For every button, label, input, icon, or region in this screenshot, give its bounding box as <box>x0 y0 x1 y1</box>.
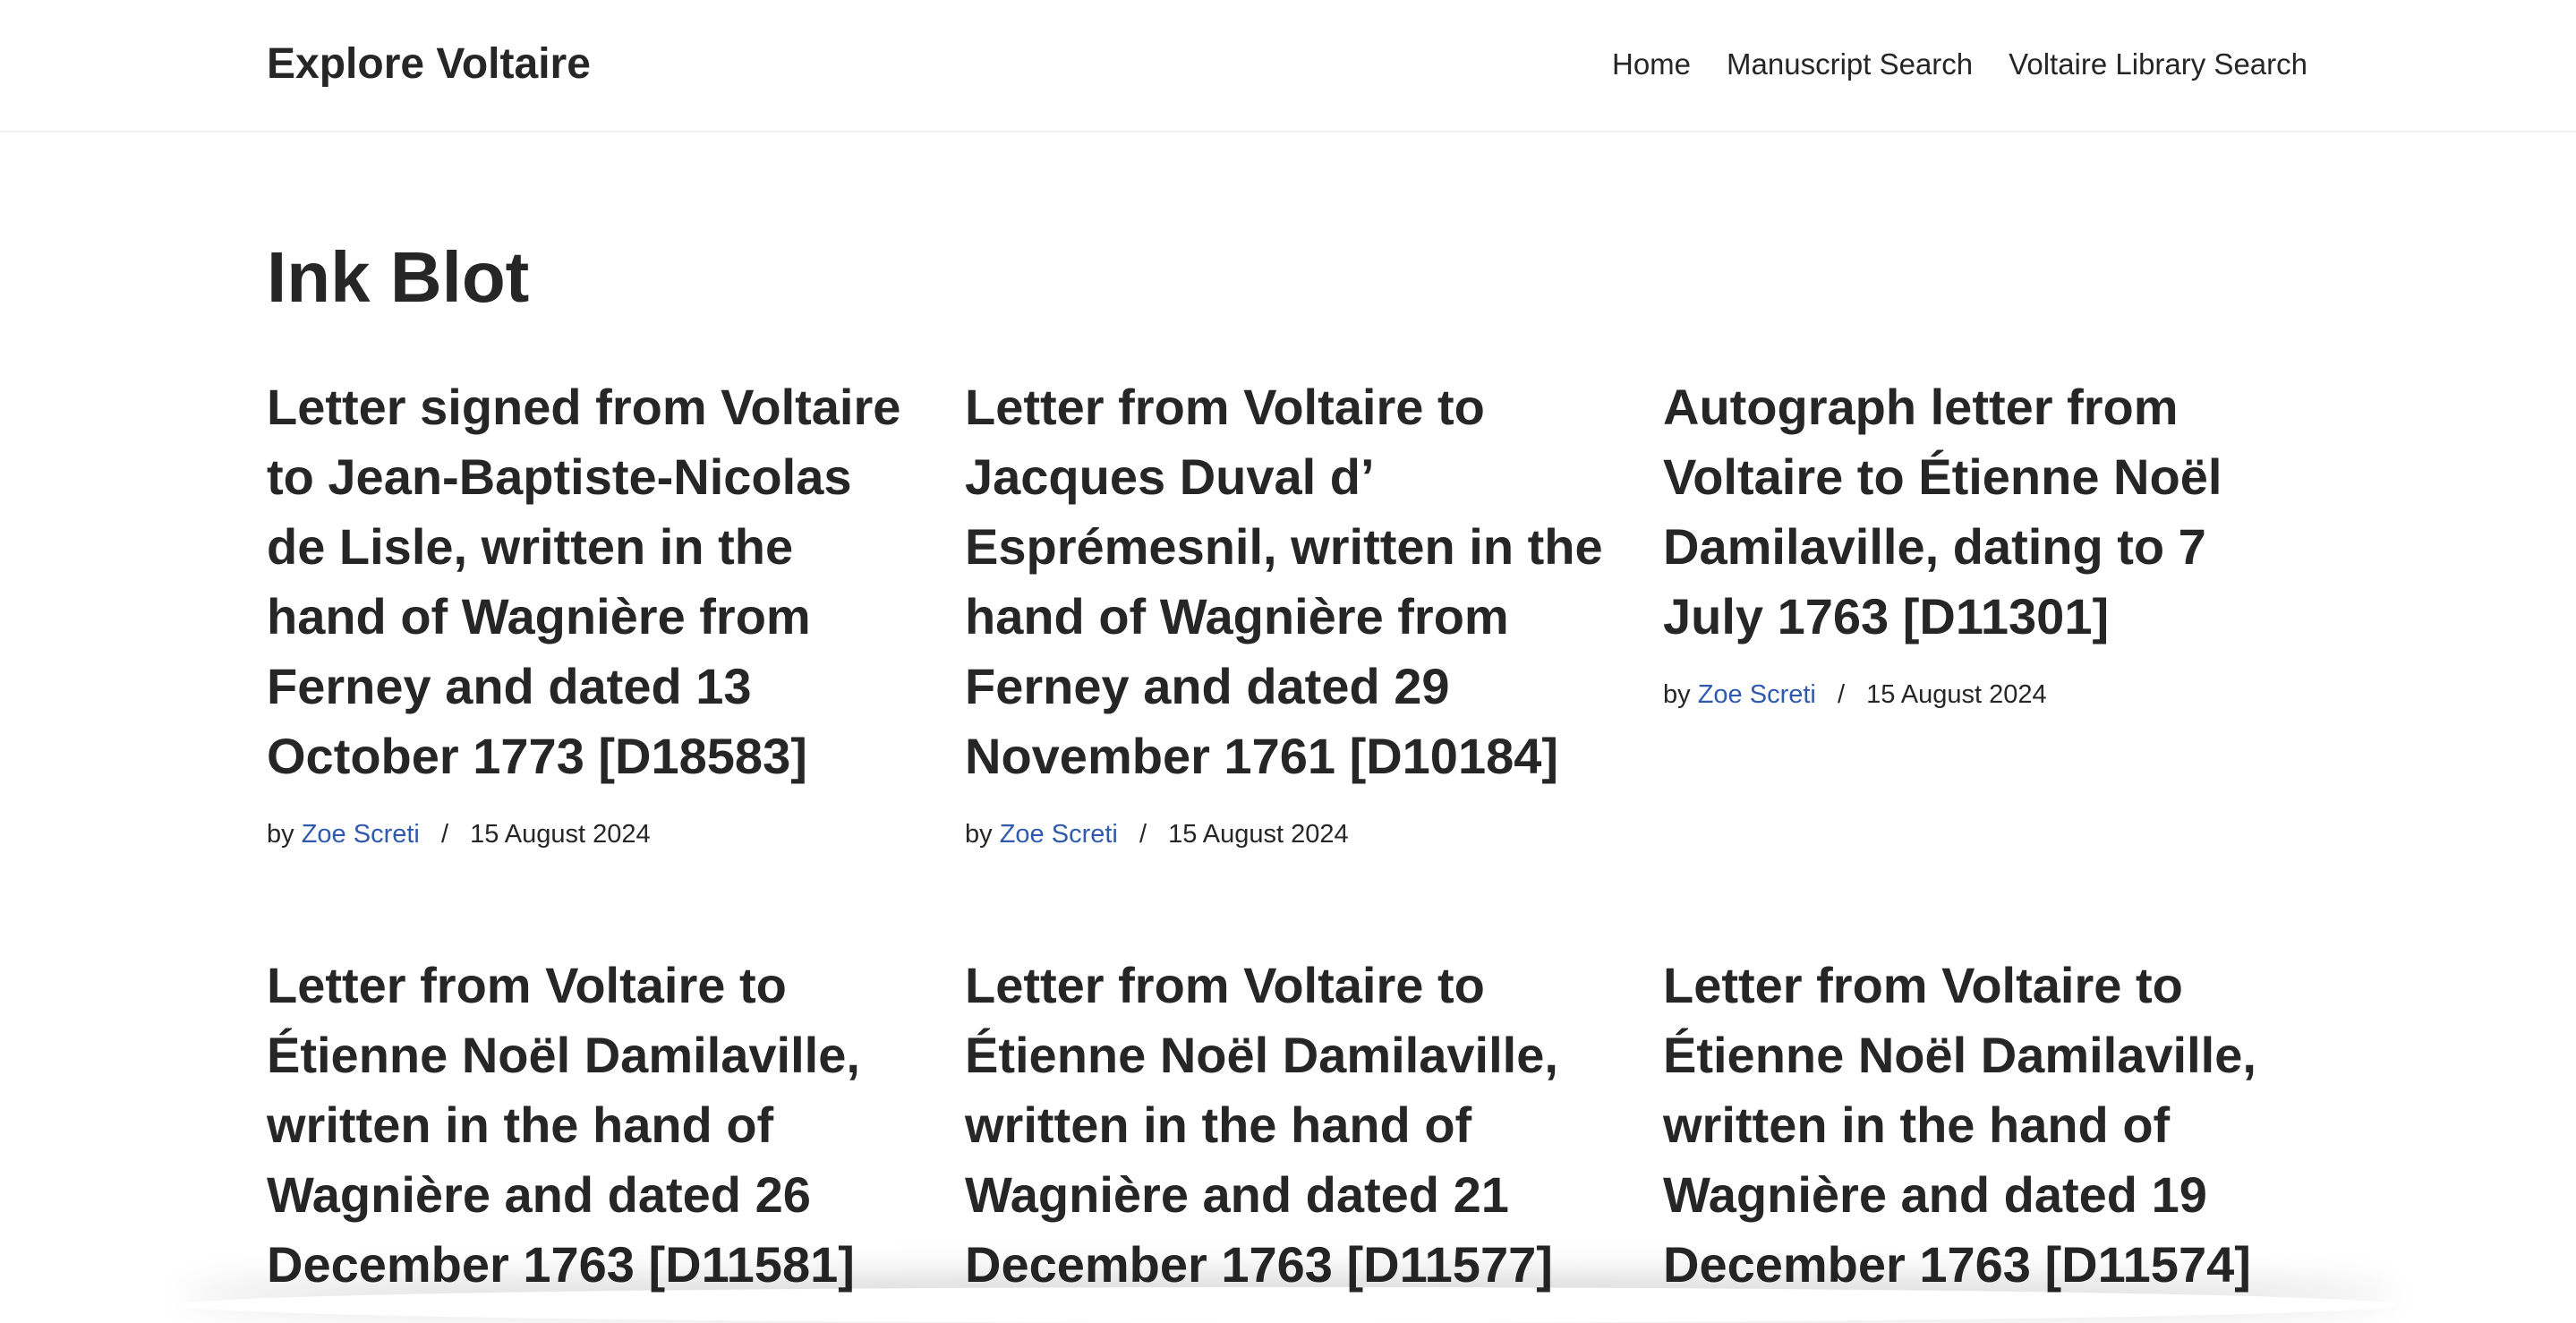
post-title-link[interactable]: Letter from Voltaire to Étienne Noël Damilaville, written in the hand of Wagnière and dated 21 December 1763 [D11577] <box>965 957 1558 1293</box>
post-date: 15 August 2024 <box>1866 680 2047 709</box>
post-title-link[interactable]: Letter from Voltaire to Étienne Noël Damilaville, written in the hand of Wagnière and dated 26 December 1763 [D11581] <box>267 957 860 1293</box>
site-header <box>0 0 2576 132</box>
post-meta <box>1663 677 2306 713</box>
nav-item-voltaire-library-search[interactable]: Voltaire Library Search <box>2009 47 2307 81</box>
post-card <box>267 372 909 852</box>
post-title-link[interactable]: Letter signed from Voltaire to Jean-Baptiste-Nicolas de Lisle, written in the hand of Wagnière from Ferney and dated 13 October 1773 [D18583] <box>267 379 901 784</box>
post-by-label: by <box>965 820 993 849</box>
post-by-label: by <box>1663 680 1691 709</box>
site-title-link[interactable]: Explore Voltaire <box>267 40 591 88</box>
post-date: 15 August 2024 <box>1168 820 1349 849</box>
post-title <box>267 951 909 1300</box>
post-card <box>1663 951 2306 1300</box>
post-card <box>965 372 1608 852</box>
post-title-link[interactable]: Letter from Voltaire to Jacques Duval d’ Esprémesnil, written in the hand of Wagnière from Ferney and dated 29 November 1761 [D10184] <box>965 379 1603 784</box>
post-title <box>965 951 1608 1300</box>
post-date: 15 August 2024 <box>470 820 651 849</box>
meta-separator: / <box>1139 820 1147 849</box>
primary-nav <box>1612 45 2307 84</box>
post-card <box>267 951 909 1300</box>
post-title <box>965 372 1608 791</box>
post-card <box>965 951 1608 1300</box>
post-card <box>1663 372 2306 852</box>
meta-separator: / <box>440 820 448 849</box>
post-meta <box>965 816 1608 852</box>
post-author-link[interactable]: Zoe Screti <box>301 820 420 849</box>
meta-separator: / <box>1837 680 1845 709</box>
post-meta <box>267 816 909 852</box>
post-by-label: by <box>267 820 294 849</box>
post-author-link[interactable]: Zoe Screti <box>999 820 1118 849</box>
post-title-link[interactable]: Autograph letter from Voltaire to Étienne Noël Damilaville, dating to 7 July 1763 [D11301] <box>1663 379 2222 644</box>
post-title <box>267 372 909 791</box>
post-title <box>1663 951 2306 1300</box>
post-author-link[interactable]: Zoe Screti <box>1697 680 1816 709</box>
nav-item-manuscript-search[interactable]: Manuscript Search <box>1727 47 1974 81</box>
post-grid <box>267 372 2316 1300</box>
post-title <box>1663 372 2306 652</box>
post-title-link[interactable]: Letter from Voltaire to Étienne Noël Damilaville, written in the hand of Wagnière and dated 19 December 1763 [D11574] <box>1663 957 2256 1293</box>
nav-item-home[interactable]: Home <box>1612 47 1692 81</box>
page-title: Ink Blot <box>267 237 530 317</box>
